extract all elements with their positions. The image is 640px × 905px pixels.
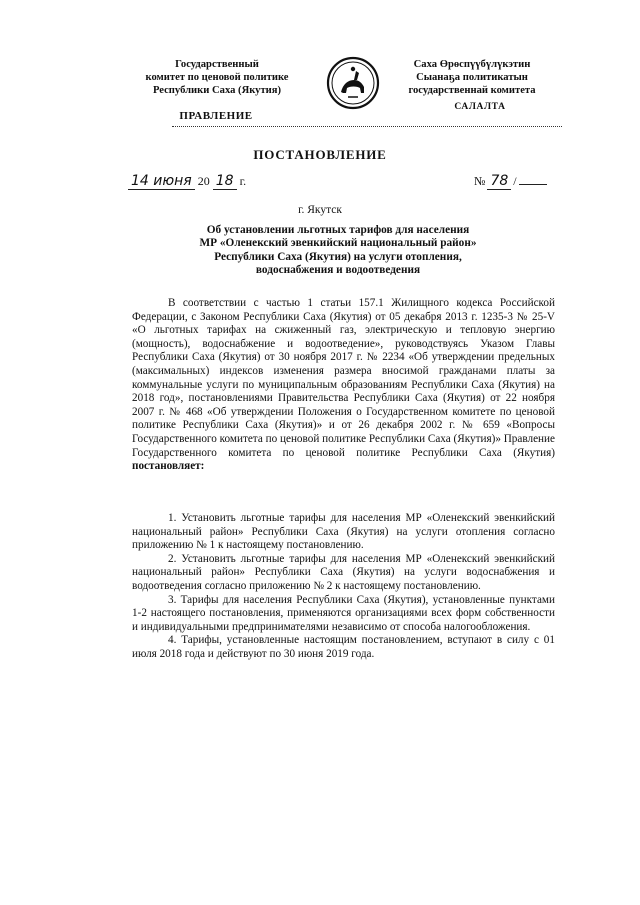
year-prefix: 20 [197,174,210,188]
handwritten-year: 18 [213,174,237,190]
document-title: ПОСТАНОВЛЕНИЕ [253,147,387,162]
subject-line: водоснабжения и водоотведения [255,264,421,277]
resolves-keyword: постановляет: [132,460,205,473]
resolution-item: 3. Тарифы для населения Республики Саха (Якутия), установленные пунктами 1-2 настоящего постановления, применяются организациями всех форм собственности и индивидуальными предпринимателями независимо от способа налогообложения. [132,593,555,633]
subject-line: Республики Саха (Якутия) на услуги отопления, [214,250,462,263]
number-suffix: / [513,174,517,188]
preamble [132,297,555,474]
board-label-ru: ПРАВЛЕНИЕ [179,110,253,122]
preamble-text: В соответствии с частью 1 статьи 157.1 Жилищного кодекса Российской Федерации, с Законом Республики Саха (Якутия) от 05 декабря 2013 г. 1235-3 № 25-V «О льготных тарифах на сжиженный газ, электрическую и тепловую энергию (мощность), водоснабжение и водоотведение», руководствуясь Указом Главы Республики Саха (Якутия) от 30 ноября 2017 г. № 2234 «Об утверждении предельных (максимальных) индексов изменения размера вносимой гражданами платы за коммунальные услуги по муниципальным образованиям Республики Саха (Якутия) на 2018 год», постановлениями Правительства Республики Саха (Якутия) от 22 ноября 2007 г. № 468 «Об утверждении Положения о Государственном комитете по ценовой политике Республики Саха (Якутия)» и от 26 декабря 2002 г. № 659 «Вопросы Государственного комитета по ценовой политике Республики Саха (Якутия)» Правление Государственного комитета по ценовой политике Республики Саха (Якутия) [132,297,555,459]
resolution-item: 1. Установить льготные тарифы для населения МР «Оленекский эвенкийский национальный район» Республики Саха (Якутия) на услуги отопления согласно приложению № 1 к настоящему постановлению. [132,512,555,552]
year-suffix: г. [239,174,247,188]
header-right-line: Сыанаҕа политикатын [416,72,528,83]
header-left-line: Республики Саха (Якутия) [152,85,282,96]
document-date [128,174,246,190]
number-blank [519,184,547,185]
header-right-line: Саха Өрөспүүбүлүкэтин [413,59,531,70]
resolution-items [132,512,555,662]
resolution-item: 2. Установить льготные тарифы для населения МР «Оленекский эвенкийский национальный район» Республики Саха (Якутия) на услуги водоснабжения и водоотведения согласно приложению № 2 к настоящему постановлению. [132,552,555,592]
resolution-item: 4. Тарифы, установленные настоящим постановлением, вступают в силу с 01 июля 2018 года и действуют по 30 июня 2019 года. [132,634,555,660]
subject-line: Об установлении льготных тарифов для населения [206,224,470,236]
header-divider [172,126,562,127]
number-prefix: № [474,174,486,188]
handwritten-date: 14 июня [128,174,195,190]
city: г. Якутск [298,204,342,216]
header-right-org [392,58,552,97]
handwritten-number: 78 [487,174,511,190]
preamble-paragraph [132,297,555,474]
emblem-seal-icon [326,56,380,110]
document-number [474,174,547,190]
header-left-line: комитет по ценовой политике [145,72,289,83]
header-left-line: Государственный [175,59,259,70]
board-label-sakha: САЛАЛТА [454,102,506,112]
document-subject [178,224,498,278]
header-right-line: государственнай комитета [408,85,536,96]
header-left-org [118,58,316,97]
subject-line: МР «Оленекский эвенкийский национальный район» [199,237,477,250]
